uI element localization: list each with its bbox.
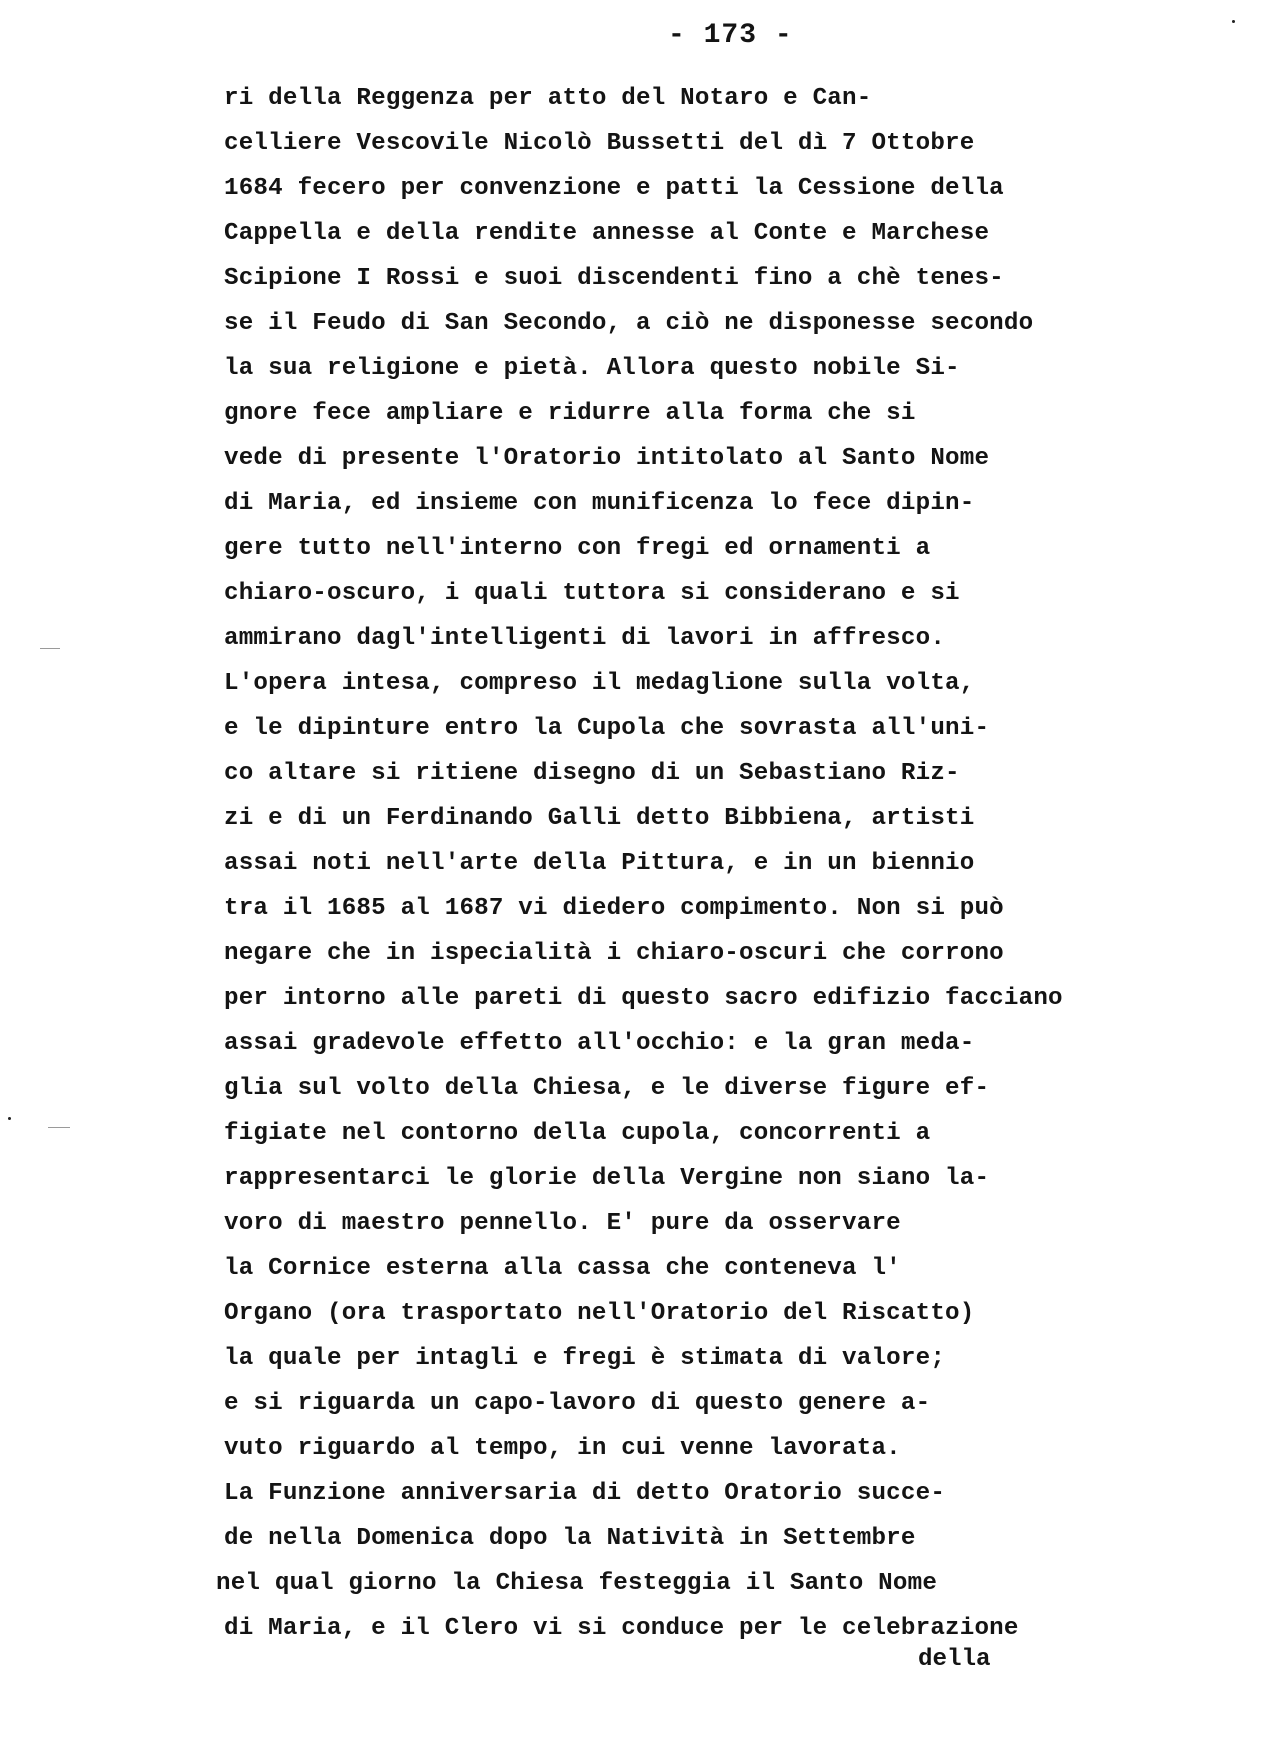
text-line: di Maria, ed insieme con munificenza lo fece dipin-	[224, 490, 975, 517]
text-line: L'opera intesa, compreso il medaglione sulla volta,	[224, 670, 975, 697]
text-line: gnore fece ampliare e ridurre alla forma che si	[224, 400, 916, 427]
text-line: tra il 1685 al 1687 vi diedero compimento. Non si può	[224, 895, 1004, 922]
text-line: assai gradevole effetto all'occhio: e la gran meda-	[224, 1030, 975, 1057]
text-line: chiaro-oscuro, i quali tuttora si considerano e si	[224, 580, 960, 607]
text-line: vuto riguardo al tempo, in cui venne lavorata.	[224, 1435, 901, 1462]
text-line: e le dipinture entro la Cupola che sovrasta all'uni-	[224, 715, 990, 742]
text-line: celliere Vescovile Nicolò Bussetti del dì 7 Ottobre	[224, 130, 975, 157]
text-line: co altare si ritiene disegno di un Sebastiano Riz-	[224, 760, 960, 787]
text-line: per intorno alle pareti di questo sacro edifizio facciano	[224, 985, 1063, 1012]
text-line: se il Feudo di San Secondo, a ciò ne disponesse secondo	[224, 310, 1034, 337]
text-line: vede di presente l'Oratorio intitolato al Santo Nome	[224, 445, 990, 472]
scan-speck	[1232, 20, 1235, 23]
text-line: Scipione I Rossi e suoi discendenti fino a chè tenes-	[224, 265, 1004, 292]
text-line: nel qual giorno la Chiesa festeggia il Santo Nome	[216, 1570, 938, 1597]
text-line: ri della Reggenza per atto del Notaro e Can-	[224, 85, 872, 112]
text-line: La Funzione anniversaria di detto Oratorio succe-	[224, 1480, 946, 1507]
scan-speck	[8, 1117, 11, 1120]
text-line: rappresentarci le glorie della Vergine non siano la-	[224, 1165, 990, 1192]
page-number: - 173 -	[668, 20, 793, 51]
text-line: Cappella e della rendite annesse al Conte e Marchese	[224, 220, 990, 247]
text-line: la quale per intagli e fregi è stimata di valore;	[224, 1345, 946, 1372]
catchword: della	[918, 1646, 991, 1673]
text-line: 1684 fecero per convenzione e patti la Cessione della	[224, 175, 1004, 202]
text-line: gere tutto nell'interno con fregi ed ornamenti a	[224, 535, 931, 562]
margin-mark	[48, 1127, 70, 1128]
text-line: ammirano dagl'intelligenti di lavori in affresco.	[224, 625, 946, 652]
text-line: la sua religione e pietà. Allora questo nobile Si-	[224, 355, 960, 382]
text-line: figiate nel contorno della cupola, concorrenti a	[224, 1120, 931, 1147]
body-text	[216, 76, 1224, 1651]
text-line: voro di maestro pennello. E' pure da osservare	[224, 1210, 901, 1237]
text-line: glia sul volto della Chiesa, e le diverse figure ef-	[224, 1075, 990, 1102]
text-line: e si riguarda un capo-lavoro di questo genere a-	[224, 1390, 931, 1417]
margin-mark	[40, 648, 60, 649]
text-line: negare che in ispecialità i chiaro-oscuri che corrono	[224, 940, 1004, 967]
text-line: assai noti nell'arte della Pittura, e in un biennio	[224, 850, 975, 877]
text-line: di Maria, e il Clero vi si conduce per le celebrazione	[224, 1615, 1019, 1642]
text-line: zi e di un Ferdinando Galli detto Bibbiena, artisti	[224, 805, 975, 832]
text-line: la Cornice esterna alla cassa che conteneva l'	[224, 1255, 901, 1282]
text-line: Organo (ora trasportato nell'Oratorio del Riscatto)	[224, 1300, 975, 1327]
text-line: de nella Domenica dopo la Natività in Settembre	[224, 1525, 916, 1552]
